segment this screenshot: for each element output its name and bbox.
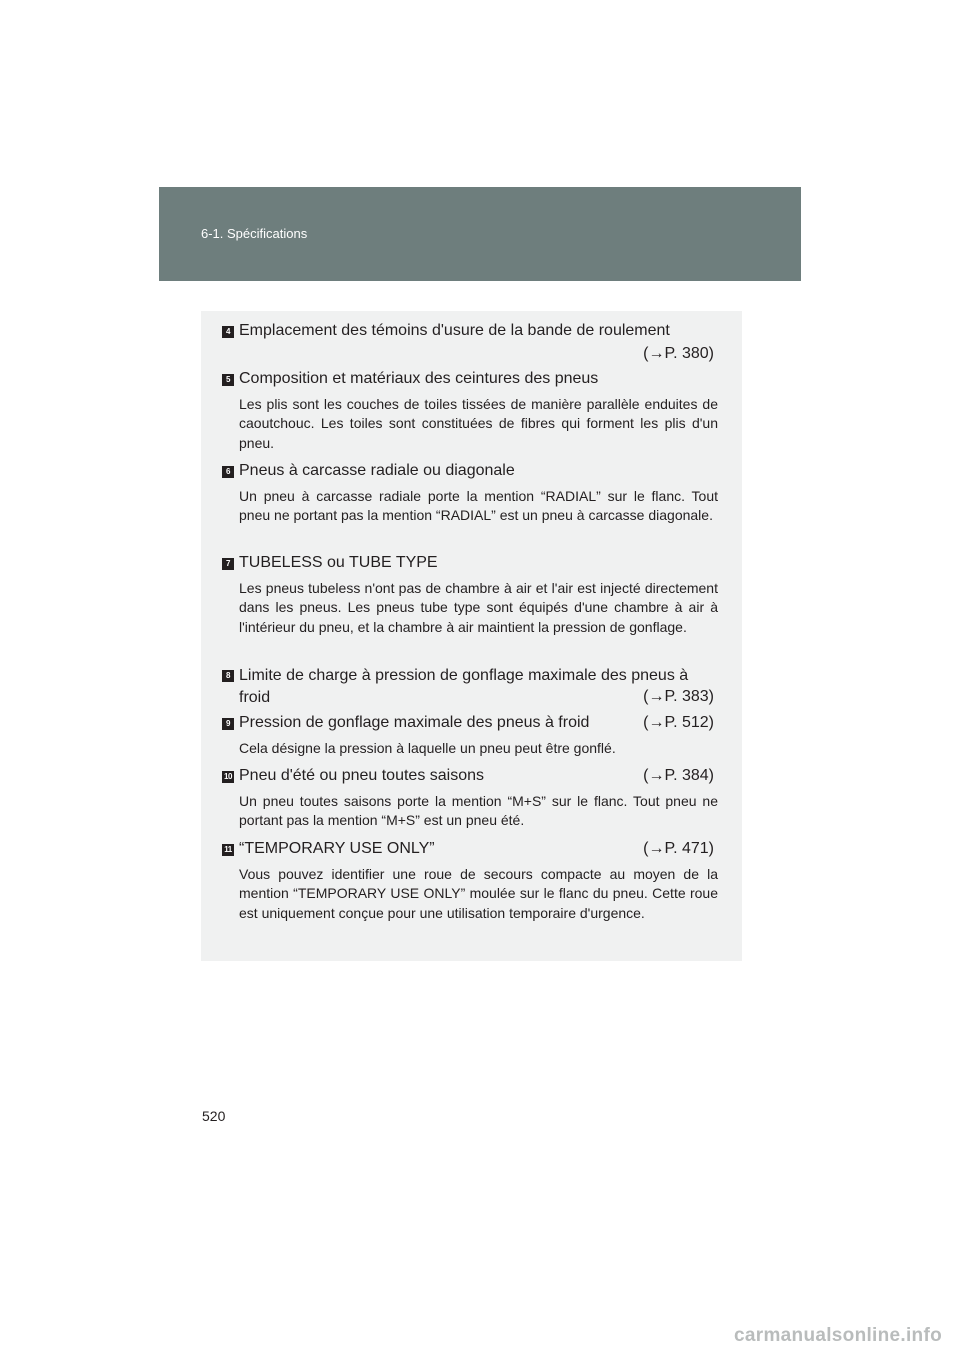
item-description: Les pneus tubeless n'ont pas de chambre à air et l'air est injecté directement dans les pneus. Les pneus tube type sont équipés d'une chambre à air à l'intérieur du pneu, et la chambre à air maintient la pression de gonflage.: [239, 580, 718, 635]
item-number-badge: 6: [222, 466, 234, 478]
item-title: Pneu d'été ou pneu toutes saisons: [239, 767, 485, 784]
item-description: Un pneu à carcasse radiale porte la mention “RADIAL” sur le flanc. Tout pneu ne portant pas la mention “RADIAL” est un pneu à carcasse diagonale.: [239, 488, 718, 524]
item-number-badge: 7: [222, 558, 234, 570]
page-reference-link[interactable]: (→P. 380): [643, 345, 714, 362]
spec-panel: [201, 311, 742, 961]
page-reference-link[interactable]: (→P. 383): [643, 688, 714, 705]
item-description: Cela désigne la pression à laquelle un pneu peut être gonflé.: [239, 740, 616, 756]
item-title: Limite de charge à pression de gonflage maximale des pneus à froid: [239, 667, 689, 706]
page-reference-link[interactable]: (→P. 384): [643, 767, 714, 784]
item-title: Pression de gonflage maximale des pneus à froid: [239, 714, 590, 731]
item-description: Vous pouvez identifier une roue de secours compacte au moyen de la mention “TEMPORARY USE ONLY” moulée sur le flanc du pneu. Cette roue est uniquement conçue pour une utilisation temporaire d'urgence.: [239, 866, 718, 921]
item-title: Pneus à carcasse radiale ou diagonale: [239, 462, 515, 479]
item-description: Les plis sont les couches de toiles tissées de manière parallèle enduites de caoutchouc. Les toiles sont constituées de fibres qui forment les plis d'un pneu.: [239, 396, 718, 451]
section-label: 6-1. Spécifications: [201, 226, 308, 241]
item-number-badge: 10: [222, 771, 234, 783]
item-title: “TEMPORARY USE ONLY”: [239, 840, 435, 857]
item-title: Composition et matériaux des ceintures des pneus: [239, 370, 599, 387]
watermark: carmanualsonline.info: [734, 1325, 942, 1346]
item-number-badge: 11: [222, 844, 234, 856]
item-number-badge: 8: [222, 670, 234, 682]
page-reference-link[interactable]: (→P. 471): [643, 840, 714, 857]
item-number-badge: 4: [222, 326, 234, 338]
item-title: Emplacement des témoins d'usure de la bande de roulement: [239, 322, 670, 339]
item-number-badge: 5: [222, 374, 234, 386]
item-number-badge: 9: [222, 718, 234, 730]
header-band: [159, 187, 801, 281]
page-reference-link[interactable]: (→P. 512): [643, 714, 714, 731]
page-number: 520: [202, 1108, 226, 1124]
item-title: TUBELESS ou TUBE TYPE: [239, 554, 438, 571]
item-description: Un pneu toutes saisons porte la mention “M+S” sur le flanc. Tout pneu ne portant pas la mention “M+S” est un pneu été.: [239, 793, 718, 829]
